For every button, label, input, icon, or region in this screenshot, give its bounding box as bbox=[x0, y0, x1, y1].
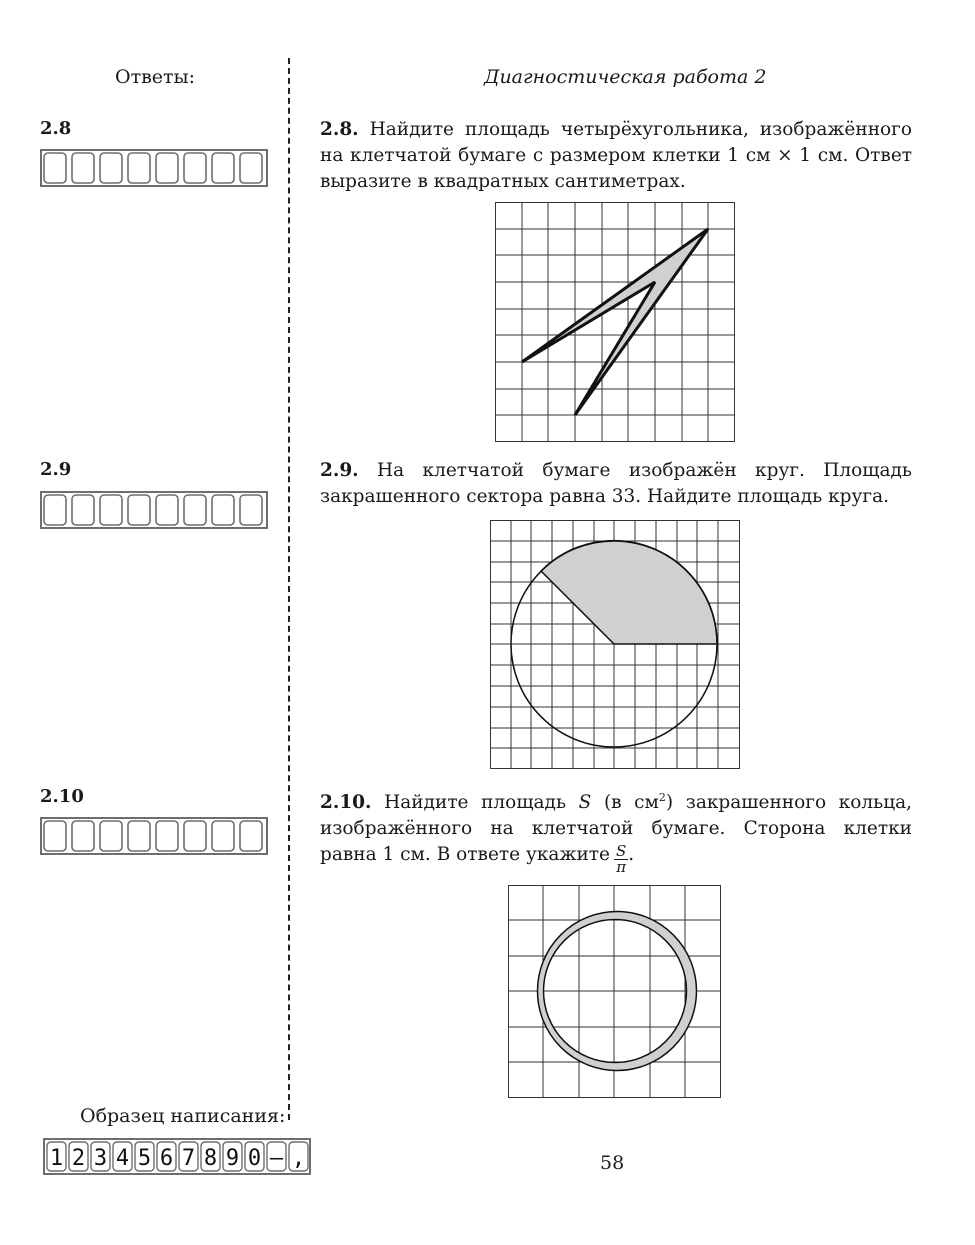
answer-field-2-10[interactable] bbox=[40, 817, 268, 855]
problem-label: 2.10. bbox=[320, 792, 372, 813]
quadrilateral-figure bbox=[495, 202, 735, 442]
work-title: Диагностическая работа 2 bbox=[484, 66, 767, 88]
sample-glyph: 7 bbox=[181, 1146, 196, 1171]
answer-field-2-9[interactable] bbox=[40, 491, 268, 529]
fraction-s-over-pi bbox=[614, 844, 628, 875]
answers-header: Ответы: bbox=[115, 66, 196, 88]
sample-glyph: 9 bbox=[225, 1146, 240, 1171]
problem-label: 2.8. bbox=[320, 119, 359, 140]
fraction-numerator: S bbox=[615, 842, 627, 860]
sample-glyph: 1 bbox=[49, 1146, 64, 1171]
shaded-sector bbox=[541, 541, 717, 644]
sample-label: Образец написания: bbox=[80, 1105, 286, 1127]
problem-statement: Найдите площадь четырёхугольника, изображённого на клетчатой бумаге с размером клетки 1 см × 1 см. Ответ выразите в квадратных сантиметрах. bbox=[320, 119, 912, 192]
circle-sector-figure bbox=[490, 520, 740, 769]
problem-statement-part2: закрашенного кольца, изображённого на клетчатой бумаге. Сторона клетки равна 1 см. В ответе укажите bbox=[320, 792, 913, 865]
sample-glyph: 8 bbox=[203, 1146, 218, 1171]
problem-2-8-text bbox=[320, 117, 912, 195]
variable-s: S bbox=[578, 792, 592, 813]
sample-glyph: 5 bbox=[137, 1146, 152, 1171]
problem-statement: На клетчатой бумаге изображён круг. Площадь закрашенного сектора равна 33. Найдите площадь круга. bbox=[320, 460, 912, 507]
sample-glyph: 0 bbox=[247, 1146, 262, 1171]
sample-digits bbox=[43, 1138, 311, 1175]
ring-figure bbox=[508, 885, 721, 1098]
unit-open: (в см bbox=[603, 792, 659, 813]
answer-label-2-10: 2.10 bbox=[40, 786, 84, 807]
end-punctuation: . bbox=[628, 844, 635, 865]
problem-statement-part1: Найдите площадь bbox=[384, 792, 567, 813]
sample-glyph: 2 bbox=[71, 1146, 86, 1171]
answer-label-2-8: 2.8 bbox=[40, 118, 72, 139]
problem-2-10-text bbox=[320, 785, 912, 875]
answer-field-2-8[interactable] bbox=[40, 149, 268, 187]
page-number: 58 bbox=[600, 1152, 625, 1174]
shaded-quadrilateral bbox=[522, 229, 708, 415]
unit-close: ) bbox=[665, 792, 674, 813]
unit-superscript: 2 bbox=[658, 791, 666, 804]
fraction-denominator: π bbox=[616, 858, 627, 876]
sample-glyph: 6 bbox=[159, 1146, 174, 1171]
column-divider bbox=[288, 58, 290, 1120]
problem-label: 2.9. bbox=[320, 460, 359, 481]
problem-2-9-text bbox=[320, 458, 912, 510]
sample-glyph: 4 bbox=[115, 1146, 130, 1171]
sample-glyph: 3 bbox=[93, 1146, 108, 1171]
answer-label-2-9: 2.9 bbox=[40, 459, 72, 480]
sample-glyph: — bbox=[269, 1146, 284, 1171]
sample-glyph: , bbox=[291, 1146, 306, 1171]
